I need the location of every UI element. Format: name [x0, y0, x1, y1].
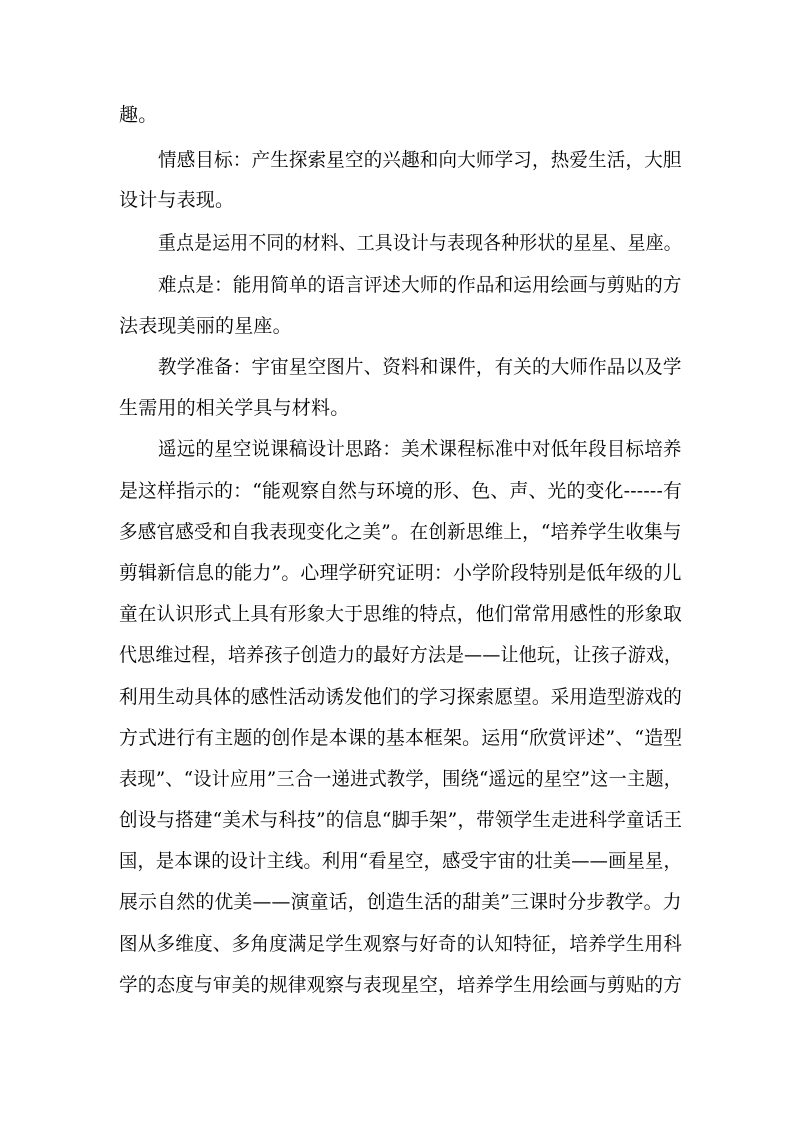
text-line: 生需用的相关学具与材料。 — [119, 397, 350, 419]
text-line: 难点是：能用简单的语言评述大师的作品和运用绘画与剪贴的方 — [158, 274, 682, 296]
text-line: 代思维过程，培养孩子创造力的最好方法是——让他玩，让孩子游戏， — [119, 644, 683, 666]
text-line: 重点是运用不同的材料、工具设计与表现各种形状的星星、星座。 — [158, 232, 682, 254]
text-line: 表现”、“设计应用”三合一递进式教学，围绕“遥远的星空”这一主题， — [119, 768, 683, 790]
text-line: 设计与表现。 — [119, 189, 235, 211]
text-line: 情感目标：产生探索星空的兴趣和向大师学习，热爱生活，大胆 — [158, 149, 682, 171]
text-line: 是这样指示的：“能观察自然与环境的形、色、声、光的变化------有 — [119, 480, 683, 502]
text-line: 利用生动具体的感性活动诱发他们的学习探索愿望。采用造型游戏的 — [119, 686, 683, 708]
text-line: 图从多维度、多角度满足学生观察与好奇的认知特征，培养学生用科 — [119, 933, 683, 955]
text-line: 多感官感受和自我表现变化之美”。在创新思维上，“培养学生收集与 — [119, 521, 682, 543]
text-line: 学的态度与审美的规律观察与表现星空，培养学生用绘画与剪贴的方 — [119, 974, 683, 996]
text-line: 剪辑新信息的能力”。心理学研究证明：小学阶段特别是低年级的儿 — [119, 562, 682, 584]
text-line: 展示自然的优美——演童话，创造生活的甜美”三课时分步教学。力 — [119, 891, 682, 913]
text-line: 童在认识形式上具有形象大于思维的特点，他们常常用感性的形象取 — [119, 603, 683, 625]
text-line: 国，是本课的设计主线。利用“看星空，感受宇宙的壮美——画星星， — [119, 850, 682, 872]
text-line: 趣。 — [119, 104, 158, 126]
text-line: 遥远的星空说课稿设计思路：美术课程标准中对低年段目标培养 — [158, 438, 682, 460]
text-line: 创设与搭建“美术与科技”的信息“脚手架”，带领学生走进科学童话王 — [119, 809, 683, 831]
text-line: 方式进行有主题的创作是本课的基本框架。运用“欣赏评述”、“造型 — [119, 727, 683, 749]
text-line: 法表现美丽的星座。 — [119, 315, 292, 337]
text-line: 教学准备：宇宙星空图片、资料和课件，有关的大师作品以及学 — [158, 356, 682, 378]
